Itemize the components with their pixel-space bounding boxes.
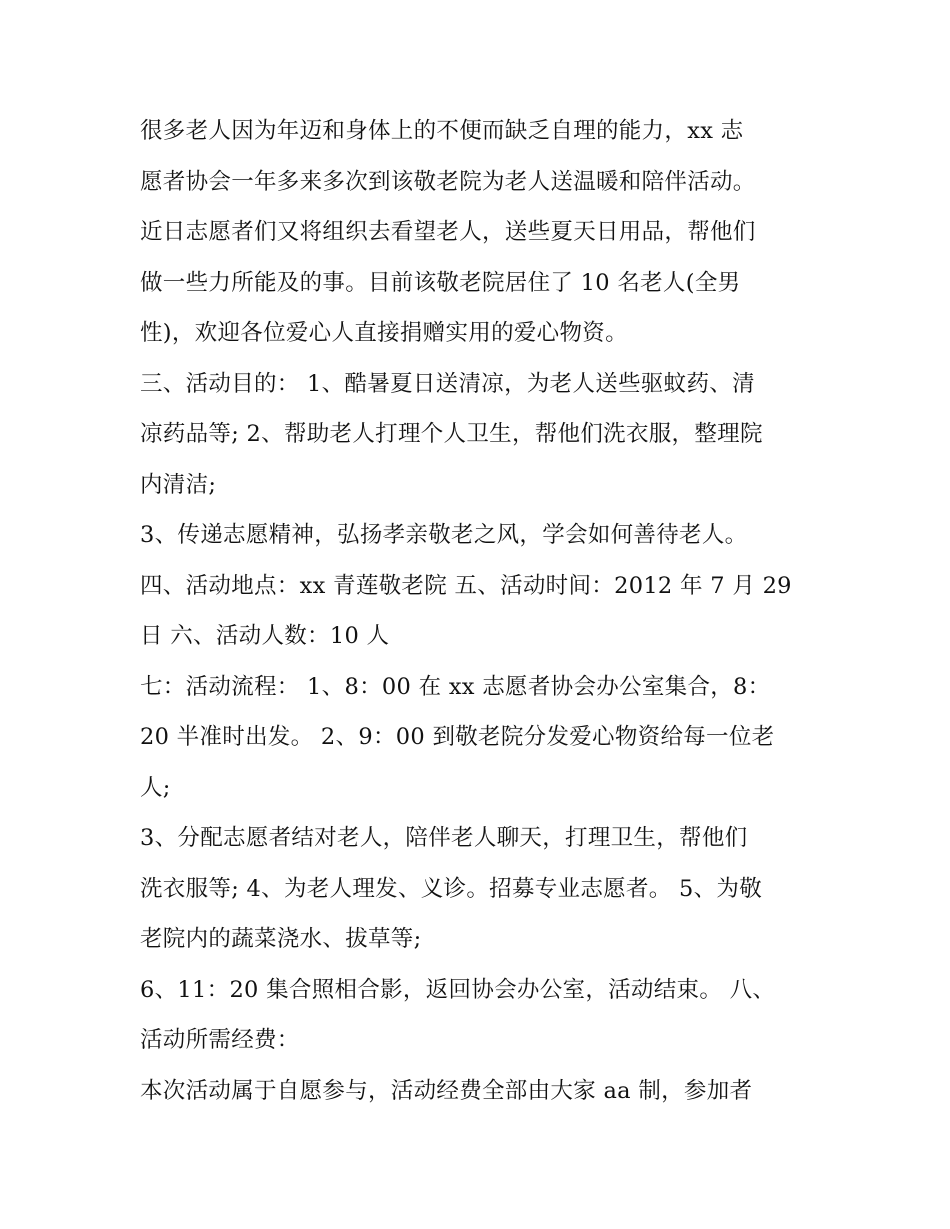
text-line: 性)，欢迎各位爱心人直接捐赠实用的爱心物资。 bbox=[140, 320, 628, 346]
text-line: 6、11：20 集合照相合影，返回协会办公室，活动结束。 八、 bbox=[140, 976, 776, 1003]
text-line: 做一些力所能及的事。目前该敬老院居住了 10 名老人(全男 bbox=[140, 269, 741, 296]
text-line: 近日志愿者们又将组织去看望老人，送些夏天日用品，帮他们 bbox=[140, 219, 756, 245]
text-line: 愿者协会一年多来多次到该敬老院为老人送温暖和陪伴活动。 bbox=[140, 168, 756, 195]
text-line: 日 六、活动人数：10 人 bbox=[140, 623, 390, 649]
text-line: 凉药品等; 2、帮助老人打理个人卫生，帮他们洗衣服，整理院 bbox=[140, 421, 763, 447]
text-line: 3、分配志愿者结对老人，陪伴老人聊天，打理卫生，帮他们 bbox=[140, 825, 748, 851]
text-line: 七：活动流程： 1、8：00 在 xx 志愿者协会办公室集合，8： bbox=[140, 673, 771, 700]
text-line: 洗衣服等; 4、为老人理发、义诊。招募专业志愿者。 5、为敬 bbox=[140, 875, 763, 902]
text-line: 三、活动目的： 1、酷暑夏日送清凉，为老人送些驱蚊药、清 bbox=[140, 370, 755, 397]
text-line: 四、活动地点：xx 青莲敬老院 五、活动时间：2012 年 7 月 29 bbox=[140, 572, 792, 599]
text-line: 3、传递志愿精神，弘扬孝亲敬老之风，学会如何善待老人。 bbox=[140, 522, 748, 548]
text-line: 内清洁; bbox=[140, 471, 217, 498]
text-line: 20 半准时出发。 2、9：00 到敬老院分发爱心物资给每一位老 bbox=[140, 724, 775, 750]
text-line: 很多老人因为年迈和身体上的不便而缺乏自理的能力，xx 志 bbox=[140, 118, 744, 144]
text-line: 老院内的蔬菜浇水、拔草等; bbox=[140, 926, 422, 952]
document-body bbox=[140, 106, 820, 1116]
text-line: 本次活动属于自愿参与，活动经费全部由大家 aa 制，参加者 bbox=[140, 1077, 753, 1104]
text-line: 活动所需经费： bbox=[140, 1027, 300, 1053]
text-line: 人; bbox=[140, 774, 171, 801]
